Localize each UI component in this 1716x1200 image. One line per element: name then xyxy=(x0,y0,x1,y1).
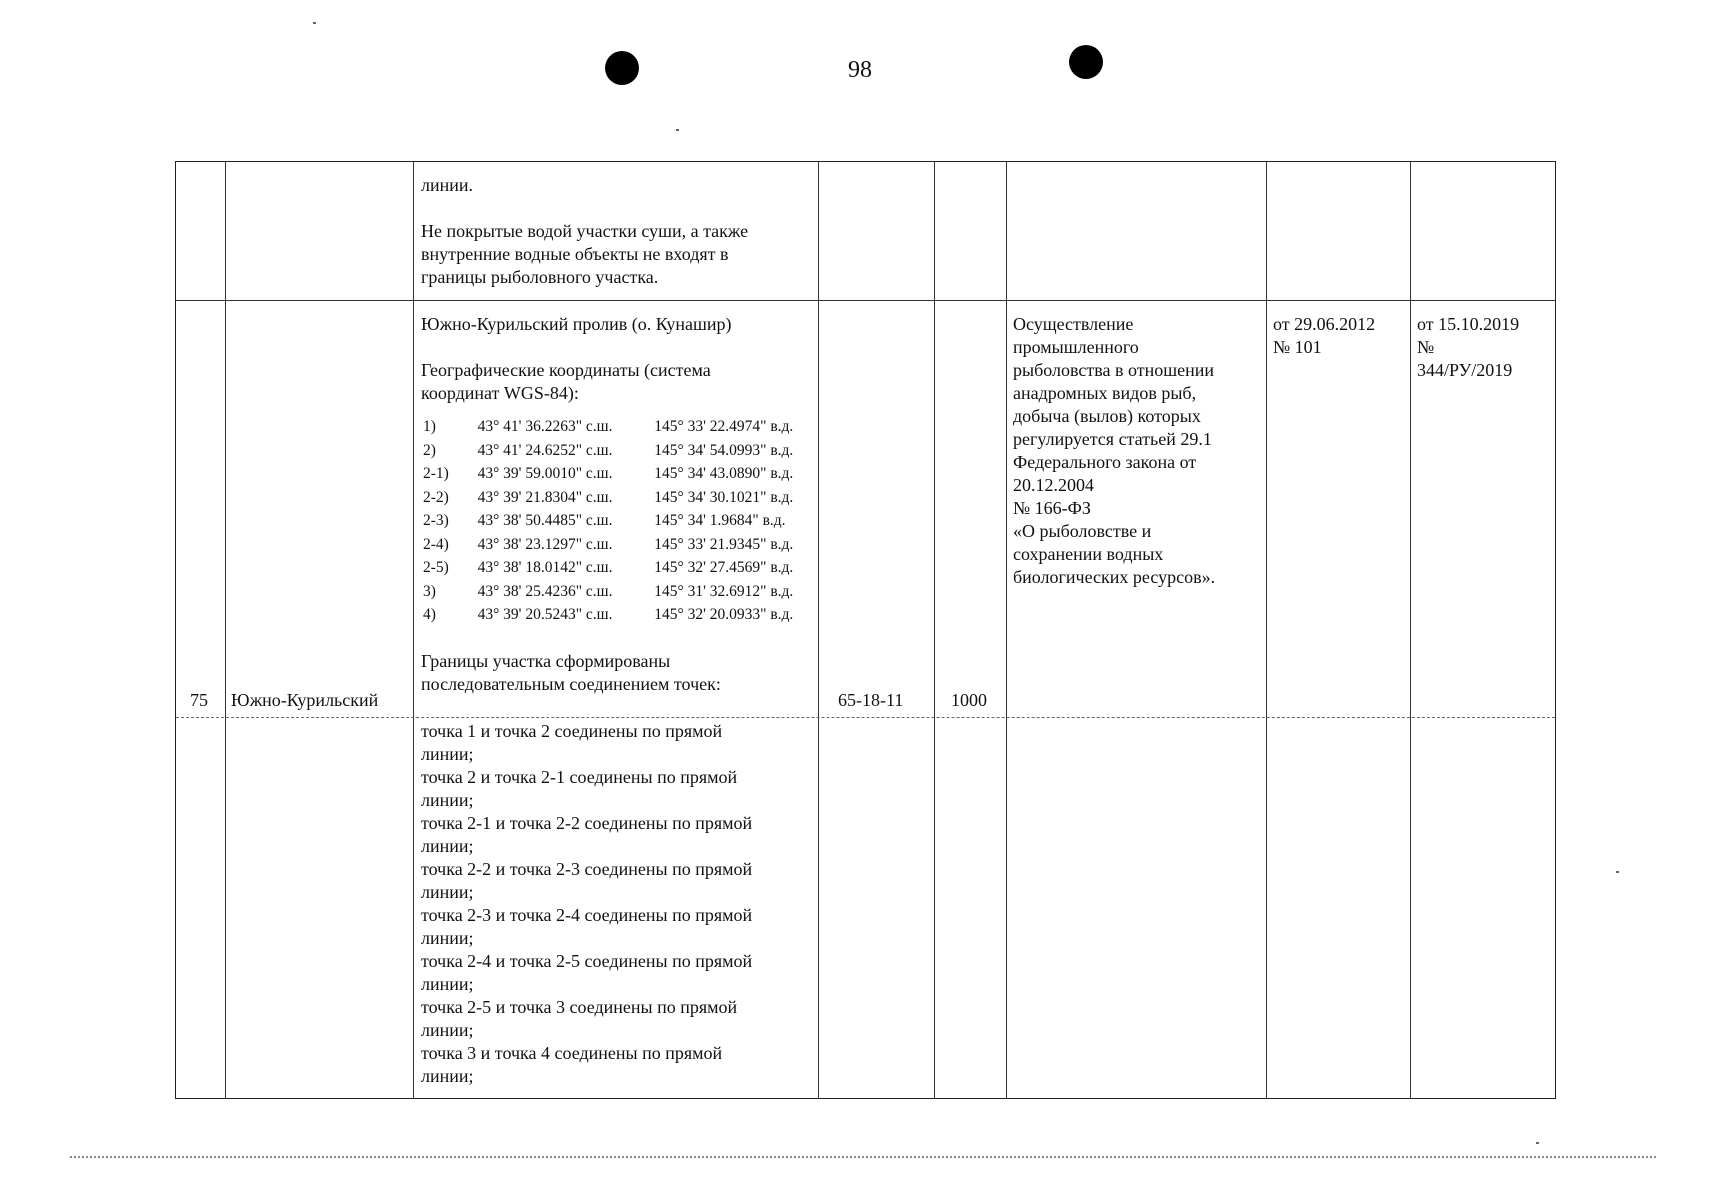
purpose-line: Осуществление xyxy=(1013,314,1134,334)
decision-date-2 xyxy=(1417,313,1552,382)
purpose-line: Федерального закона от xyxy=(1013,452,1197,472)
date1-line: от 29.06.2012 xyxy=(1273,314,1376,334)
connection-line: точка 3 и точка 4 соединены по прямой xyxy=(421,1043,723,1063)
coord-lat: 43° 39' 59.0010" с.ш. xyxy=(477,465,613,482)
punch-hole-left xyxy=(605,51,639,85)
connection-line: точка 1 и точка 2 соединены по прямой xyxy=(421,721,723,741)
purpose-line: сохранении водных xyxy=(1013,544,1164,564)
coord-index: 4) xyxy=(423,606,436,623)
date2-line: от 15.10.2019 xyxy=(1417,314,1520,334)
coord-lat: 43° 41' 36.2263" с.ш. xyxy=(477,418,613,435)
connection-line: точка 2-2 и точка 2-3 соединены по прямой xyxy=(421,859,753,879)
connections-list xyxy=(421,720,816,1088)
coord-lon: 145° 34' 54.0993" в.д. xyxy=(654,441,794,459)
coord-lon: 145° 34' 43.0890" в.д. xyxy=(654,465,794,482)
coord-lat: 43° 38' 25.4236" с.ш. xyxy=(477,582,613,600)
connection-line: линии; xyxy=(421,974,474,994)
coord-lat: 43° 39' 21.8304" с.ш. xyxy=(477,488,613,506)
connection-line: линии; xyxy=(421,744,474,764)
coords-list xyxy=(423,415,823,627)
purpose-line: биологических ресурсов». xyxy=(1013,567,1216,587)
page-number: 98 xyxy=(848,57,872,83)
coord-lon: 145° 32' 27.4569" в.д. xyxy=(654,559,794,576)
coord-row xyxy=(423,415,823,439)
scan-speck xyxy=(676,129,679,131)
prev-line: линии. xyxy=(421,175,474,195)
coord-index: 2-1) xyxy=(423,465,449,482)
connection-line: линии; xyxy=(421,882,474,902)
scan-speck xyxy=(1536,1142,1539,1144)
date2-line: № xyxy=(1417,337,1435,357)
connection-line: точка 2-1 и точка 2-2 соединены по прямой xyxy=(421,813,753,833)
coord-lat: 43° 39' 20.5243" с.ш. xyxy=(477,606,613,623)
date2-line: 344/РУ/2019 xyxy=(1417,360,1513,380)
borders-title-line: Границы участка сформированы xyxy=(421,651,671,671)
coord-lon: 145° 33' 22.4974" в.д. xyxy=(654,418,794,435)
purpose-line: промышленного xyxy=(1013,337,1139,357)
col-divider xyxy=(225,162,226,1098)
prev-line: границы рыболовного участка. xyxy=(421,267,659,287)
date1-line: № 101 xyxy=(1273,337,1322,357)
punch-hole-right xyxy=(1069,45,1103,79)
coord-row xyxy=(423,509,823,533)
prev-line xyxy=(421,197,811,220)
area-code: 65-18-11 xyxy=(838,690,904,710)
coord-index: 2-2) xyxy=(423,488,449,506)
col-divider xyxy=(934,162,935,1098)
purpose-line: 20.12.2004 xyxy=(1013,475,1094,495)
coord-row xyxy=(423,580,823,604)
coord-index: 2-5) xyxy=(423,559,449,576)
connection-line: точка 2 и точка 2-1 соединены по прямой xyxy=(421,767,738,787)
coord-row xyxy=(423,486,823,510)
coord-lat: 43° 41' 24.6252" с.ш. xyxy=(477,441,613,459)
coord-row xyxy=(423,603,823,627)
connection-line: линии; xyxy=(421,836,474,856)
col-divider xyxy=(1266,162,1267,1098)
coord-index: 3) xyxy=(423,582,436,600)
scan-noise xyxy=(70,1156,1656,1158)
purpose-line: регулируется статьей 29.1 xyxy=(1013,429,1212,449)
prev-line: Не покрытые водой участки суши, а также xyxy=(421,221,749,241)
connection-line: линии; xyxy=(421,790,474,810)
area-name: Южно-Курильский пролив (о. Кунашир) xyxy=(421,314,732,334)
row-number: 75 xyxy=(190,690,208,710)
row-divider xyxy=(176,300,1555,301)
coord-lon: 145° 34' 30.1021" в.д. xyxy=(654,488,794,506)
purpose-line: № 166-ФЗ xyxy=(1013,498,1091,518)
coord-lat: 43° 38' 23.1297" с.ш. xyxy=(477,535,613,553)
purpose-line: рыболовства в отношении xyxy=(1013,360,1215,380)
scan-speck xyxy=(313,22,316,24)
coord-index: 1) xyxy=(423,418,436,435)
coord-index: 2-3) xyxy=(423,512,449,529)
connection-line: точка 2-4 и точка 2-5 соединены по прямой xyxy=(421,951,753,971)
connection-line: линии; xyxy=(421,928,474,948)
coord-index: 2-4) xyxy=(423,535,449,553)
coord-lon: 145° 31' 32.6912" в.д. xyxy=(654,582,794,600)
district-name: Южно-Курильский xyxy=(231,690,379,710)
prev-line: внутренние водные объекты не входят в xyxy=(421,244,729,264)
connection-line: точка 2-5 и точка 3 соединены по прямой xyxy=(421,997,738,1017)
col-divider xyxy=(1410,162,1411,1098)
coord-lat: 43° 38' 50.4485" с.ш. xyxy=(477,512,613,529)
coords-title-line: координат WGS-84): xyxy=(421,383,579,403)
coord-row xyxy=(423,533,823,557)
area-size: 1000 xyxy=(951,690,987,710)
borders-title-line: последовательным соединением точек: xyxy=(421,674,721,694)
prev-row-text xyxy=(421,174,811,289)
coord-index: 2) xyxy=(423,441,436,459)
coord-row xyxy=(423,556,823,580)
coord-lon: 145° 33' 21.9345" в.д. xyxy=(654,535,794,553)
col-divider xyxy=(1006,162,1007,1098)
connection-line: точка 2-3 и точка 2-4 соединены по прямой xyxy=(421,905,753,925)
purpose-line: «О рыболовстве и xyxy=(1013,521,1152,541)
coords-title-line: Географические координаты (система xyxy=(421,360,711,380)
coords-title xyxy=(421,359,816,405)
connection-line: линии; xyxy=(421,1066,474,1086)
col-divider xyxy=(818,162,819,1098)
purpose-line: добыча (вылов) которых xyxy=(1013,406,1201,426)
coord-row xyxy=(423,462,823,486)
col-divider xyxy=(413,162,414,1098)
coord-lon: 145° 32' 20.0933" в.д. xyxy=(654,606,794,623)
connection-line: линии; xyxy=(421,1020,474,1040)
coord-row xyxy=(423,439,823,463)
coord-lon: 145° 34' 1.9684" в.д. xyxy=(654,512,786,529)
scan-speck xyxy=(1616,871,1619,873)
coord-lat: 43° 38' 18.0142" с.ш. xyxy=(477,559,613,576)
purpose-line: анадромных видов рыб, xyxy=(1013,383,1197,403)
purpose-text xyxy=(1013,313,1263,589)
registry-table xyxy=(175,161,1556,1099)
borders-title xyxy=(421,650,816,696)
scan-artifact-line xyxy=(176,717,1555,718)
decision-date-1 xyxy=(1273,313,1408,359)
